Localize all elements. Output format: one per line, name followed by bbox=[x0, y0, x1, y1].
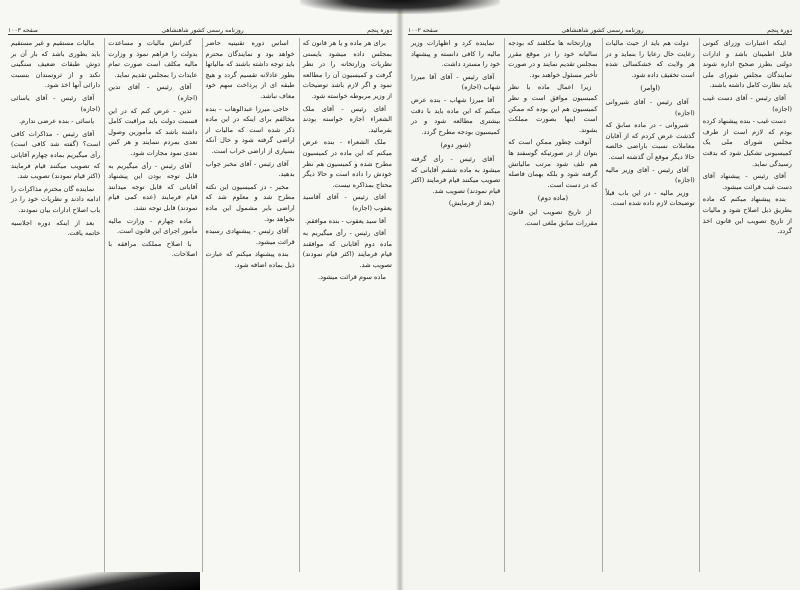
paragraph: آقای رئیس - آقای دست غیب (اجازه) bbox=[702, 93, 792, 113]
paragraph: آقای رئیس - آقای ملک الشعراء اجازه خواسته بودند بفرمائید. bbox=[302, 104, 392, 134]
scan-shadow-top bbox=[300, 0, 500, 14]
right-page bbox=[400, 0, 800, 590]
page-number: صفحه ۱۰۰۲ bbox=[408, 27, 439, 34]
paragraph: برای هر ماده و یا هر قانون که بمجلس داده میشود بایستی نظریات وزارتخانه را در نظر گرفت و کمیسیون آن را مطالعه نمود و اگر لازم باشد توضیحات از وزیر مربوطه خواسته شود. bbox=[302, 39, 392, 100]
paragraph: وزارتخانه ها مکلفند که بودجه سالیانه خود را در موقع مقرر بمجلس تقدیم نمایند و در صورت تأخیر مسئول خواهند بود. bbox=[508, 39, 598, 79]
paragraph: نماینده کرد و اظهارات وزیر مالیه را کافی دانسته و پیشنهاد خود را مسترد داشت. bbox=[411, 39, 501, 69]
paragraph: نماینده گان محترم مذاکرات را ادامه دادند و نظریات خود را در باب اصلاح ادارات بیان نمودند. bbox=[11, 184, 101, 214]
paragraph: آقای رئیس - آقای مخبر جواب بدهید. bbox=[205, 159, 295, 179]
paragraph: دولت هم باید از حیث مالیات رعایت حال رعایا را بنماید و در هر ولایت که خشکسالی شده است تخفیف داده شود. bbox=[605, 39, 695, 79]
text-column bbox=[104, 38, 197, 572]
text-column bbox=[8, 38, 100, 572]
paragraph: آقای رئیس - آقای وزیر مالیه (اجازه) bbox=[605, 165, 695, 185]
section-heading: (اوامر) bbox=[640, 84, 660, 93]
paragraph: دست غیب - بنده پیشنهاد کرده بودم که لازم است از طرف مجلس شورای ملی یک کمیسیونی تشکیل شود که بدقت رسیدگی نماید. bbox=[702, 117, 792, 168]
book-spine bbox=[396, 0, 404, 590]
header-rule bbox=[408, 34, 792, 35]
header-rule bbox=[8, 34, 392, 35]
text-column bbox=[408, 38, 500, 572]
paragraph: گذرانش مالیات و مساعدت بدولت را فراهم نمود و وزارت مالیه مکلف است صورت تمام عایدات را بمجلس تقدیم نماید. bbox=[108, 39, 198, 79]
text-column bbox=[202, 38, 295, 572]
paragraph: آقای رئیس - پیشنهاد آقای دست غیب قرائت میشود. bbox=[702, 172, 792, 191]
paragraph: آقای رئیس - آقای آقاسید یعقوب (اجازه) bbox=[302, 193, 392, 212]
right-page-header bbox=[408, 22, 792, 34]
paragraph: آقای رئیس - آقای تدین (اجازه) bbox=[108, 83, 198, 102]
paragraph: آقا میرزا شهاب - بنده عرض میکنم که این ماده باید با دقت بیشتری مطالعه شود و در کمیسیون بودجه مطرح گردد. bbox=[411, 95, 501, 136]
left-page-columns bbox=[8, 38, 392, 572]
paragraph: آقا سید یعقوب - بنده موافقم. bbox=[304, 216, 386, 225]
text-column bbox=[504, 38, 597, 572]
paragraph: آقای رئیس - آقای شیروانی (اجازه) bbox=[605, 97, 695, 117]
right-page-columns bbox=[408, 38, 792, 572]
paragraph: آقای رئیس - پیشنهادی رسیده قرائت میشود. bbox=[205, 227, 295, 246]
paragraph: ملک الشعراء - بنده عرض میکنم که این ماده در کمیسیون مطرح شده و کمیسیون هم نظر خودش را داده است و حالا دیگر محتاج بمذاکره نیست. bbox=[302, 138, 392, 189]
section-heading: (شور دوم) bbox=[440, 141, 471, 150]
text-column bbox=[299, 38, 392, 572]
paragraph: آقای رئیس - رأی گرفته میشود به ماده ششم آقایانی که تصویب میکنند قیام فرمایند (اکثر قیام نمودند) تصویب شد. bbox=[411, 154, 501, 195]
paragraph: بنده پیشنهاد میکنم که عبارت ذیل بماده اضافه شود. bbox=[205, 250, 295, 269]
paragraph: بنده پیشنهاد میکنم که ماده بطریق ذیل اصلاح شود و مالیات از تاریخ تصویب این قانون اخذ گردد. bbox=[702, 195, 792, 236]
paragraph: با اصلاح مملکت مرافقه با اصلاحات. bbox=[108, 239, 198, 259]
newspaper-title: روزنامه رسمی کشور شاهنشاهی bbox=[161, 27, 244, 34]
paragraph: تدین - عرض کنم که در این قسمت دولت باید مراقبت کامل داشته باشد که مأمورین وصول تعدی بمردم ننمایند و هر کس تعدی نمود مجازات شود. bbox=[108, 106, 198, 157]
volume-label: دوره پنجم bbox=[367, 27, 392, 34]
newspaper-title: روزنامه رسمی کشور شاهنشاهی bbox=[561, 27, 644, 34]
paragraph: اساس دوره تقنینیه حاضر خواهد بود و نمایندگان محترم باید توجه داشته باشند که مالیاتها بطور عادلانه تقسیم گردد و هیچ طبقه ای از پرداخت سهم خود معاف نباشد. bbox=[205, 39, 295, 100]
paragraph: ماده سوم قرائت میشود. bbox=[317, 273, 386, 282]
paragraph: شیروانی - در ماده سابق که گذشت عرض کردم که از آقایان معاملات نسبت باراضی خالصه حالا دیگر موقع آن گذشته است. bbox=[605, 121, 695, 161]
paragraph: مالیات مستقیم و غیر مستقیم باید بطوری باشد که بار آن بر دوش طبقات ضعیف سنگینی نکند و از ثروتمندان بنسبت دارائی آنها اخذ شود. bbox=[11, 39, 101, 90]
page-number: صفحه ۱۰۰۳ bbox=[8, 27, 39, 34]
scan-shadow-bottom bbox=[0, 572, 200, 590]
paragraph: آقای رئیس - مذاکرات کافی است؟ (گفته شد کافی است) رأی میگیریم بماده چهارم آقایانی که تصویب میکنند قیام فرمایند (اکثر قیام نمودند) تصویب شد. bbox=[11, 129, 101, 181]
paragraph: مخبر - در کمیسیون این نکته مطرح شد و معلوم شد که اراضی بایر مشمول این ماده نخواهد بود. bbox=[205, 182, 295, 223]
paragraph: ماده چهارم - وزارت مالیه مأمور اجرای این قانون است. bbox=[108, 216, 198, 236]
paragraph: آقای رئیس - رأی میگیریم به ماده دوم آقایانی که موافقند قیام فرمایند (اکثر قیام نمودند) تصویب شد. bbox=[302, 229, 392, 269]
text-column bbox=[602, 38, 695, 572]
paragraph: بعد از اینکه دوره اجلاسیه خاتمه یافت. bbox=[11, 218, 101, 238]
volume-label: دوره پنجم bbox=[767, 27, 792, 34]
paragraph: حاجی میرزا عبدالوهاب - بنده مخالفم برای اینکه در این ماده ذکر شده است که مالیات از اراضی گرفته شود و حال آنکه بسیاری از اراضی خراب است. bbox=[205, 104, 295, 155]
paragraph: آقای رئیس - رأی میگیریم به قابل توجه بودن این پیشنهاد آقایانی که قابل توجه میدانند قیام فرمایند (عده کمی قیام نمودند) قابل توجه نشد. bbox=[108, 161, 198, 212]
paragraph: اینکه اعتبارات وزرای کنونی قابل اطمینان باشد و ادارات دولتی بطرز صحیح اداره شوند نمایندگان مجلس شورای ملی باید نظارت کامل داشته باشند. bbox=[702, 39, 792, 90]
paragraph: وزیر مالیه - در این باب قبلاً توضیحات لازم داده شده است. bbox=[605, 188, 695, 208]
left-page-header bbox=[8, 22, 392, 34]
section-heading: (ماده دوم) bbox=[537, 194, 569, 203]
paragraph: (بعد از فرمایش) bbox=[448, 199, 495, 208]
paragraph: آقای رئیس - آقای یاسائی (اجازه) bbox=[11, 93, 101, 113]
paragraph: زیرا اعمال ماده با نظر کمیسیون موافق است و نظر کمیسیون هم این بوده که ممکن است اینها بصورت مملکت بشوند. bbox=[508, 83, 598, 134]
text-column bbox=[699, 38, 792, 572]
paragraph: آنوقت چطور ممکن است که بتوان از در صورتیکه گوسفند ها هم تلف شود مرتب مالیاتش گرفته شود و بلکه بهمان فاصله که در دست است. bbox=[508, 138, 598, 189]
paragraph: آقای رئیس - آقای آقا میرزا شهاب (اجازه) bbox=[411, 72, 501, 92]
paragraph: از تاریخ تصویب این قانون مقررات سابق ملغی است. bbox=[508, 207, 598, 227]
paragraph: یاسائی - بنده عرضی ندارم. bbox=[19, 117, 95, 126]
